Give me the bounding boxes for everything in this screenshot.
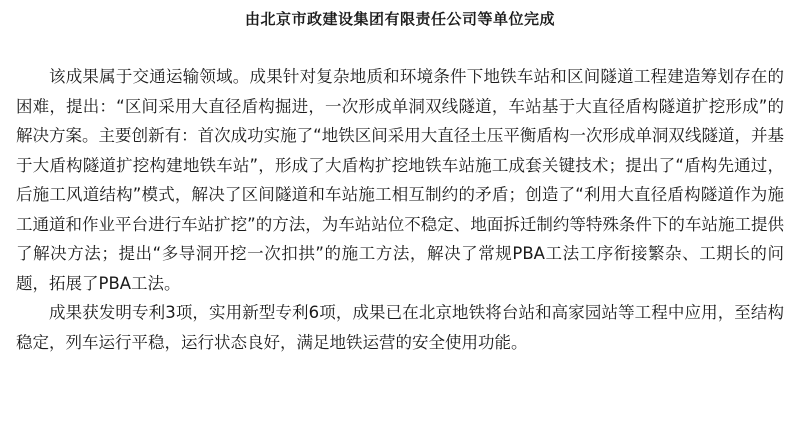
document-heading: 由北京市政建设集团有限责任公司等单位完成 [244, 10, 555, 28]
paragraph-results: 成果获发明专利3项，实用新型专利6项，成果已在北京地铁将台站和高家园站等工程中应用，至结构稳定，列车运行平稳，运行状态良好，满足地铁运营的安全使用功能。 [16, 303, 784, 352]
paragraph-summary: 该成果属于交通运输领域。成果针对复杂地质和环境条件下地铁车站和区间隧道工程建造筹划存在的困难，提出：“区间采用大直径盾构掘进，一次形成单洞双线隧道，车站基于大直径盾构隧道扩挖形成”的解决方案。主要创新有：首次成功实施了“地铁区间采用大直径土压平衡盾构一次形成单洞双线隧道，并基于大盾构隧道扩挖构建地铁车站”，形成了大盾构扩挖地铁车站施工成套关键技术；提出了“盾构先通过，后施工风道结构”模式，解决了区间隧道和车站施工相互制约的矛盾；创造了“利用大直径盾构隧道作为施工通道和作业平台进行车站扩挖”的方法，为车站站位不稳定、地面拆迁制约等特殊条件下的车站施工提供了解决方法；提出“多导洞开挖一次扣拱”的施工方法，解决了常规PBA工法工序衔接繁杂、工期长的问题，拓展了PBA工法。 [16, 67, 784, 293]
document-body [16, 62, 784, 357]
